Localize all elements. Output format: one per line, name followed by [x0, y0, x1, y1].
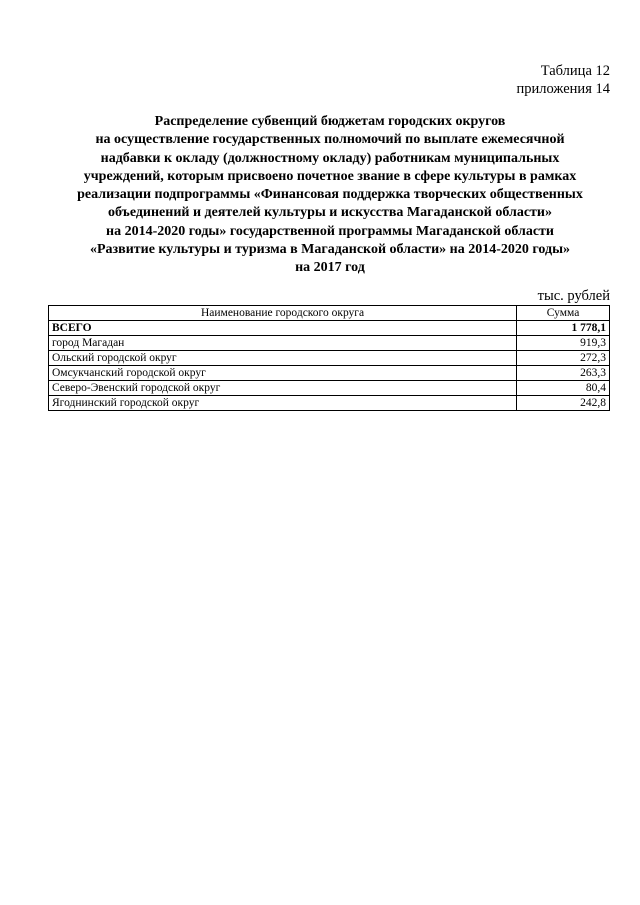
title-line: надбавки к окладу (должностному окладу) работникам муниципальных [100, 150, 560, 166]
district-name: Омсукчанский городской округ [49, 366, 517, 381]
district-name: Северо-Эвенский городской округ [49, 381, 517, 396]
appendix-label: приложения 14 [516, 81, 610, 97]
table-row-total [49, 321, 610, 336]
table-row [49, 396, 610, 411]
title-line: Распределение субвенций бюджетам городских округов [154, 114, 506, 129]
table-number-label: Таблица 12 [540, 63, 610, 79]
table-row [49, 336, 610, 351]
total-sum: 1 778,1 [517, 321, 610, 336]
title-line: объединений и деятелей культуры и искусства Магаданской области» [108, 205, 552, 221]
table-reference [517, 62, 610, 98]
table-row [49, 381, 610, 396]
distribution-table [48, 305, 610, 411]
table-row [49, 366, 610, 381]
title-line: на 2017 год [295, 260, 365, 276]
title-line: «Развитие культуры и туризма в Магаданской области» на 2014-2020 годы» [89, 242, 571, 258]
district-name: Ольский городской округ [49, 351, 517, 366]
district-sum: 242,8 [517, 396, 610, 411]
table-row [49, 351, 610, 366]
document-title [40, 113, 620, 278]
column-header-sum: Сумма [517, 306, 610, 321]
title-line: реализации подпрограммы «Финансовая поддержка творческих общественных [77, 187, 583, 203]
district-sum: 919,3 [517, 336, 610, 351]
district-sum: 272,3 [517, 351, 610, 366]
district-name: город Магадан [49, 336, 517, 351]
title-line: на 2014-2020 годы» государственной программы Магаданской области [106, 223, 554, 239]
units-label: тыс. рублей [537, 288, 610, 304]
district-sum: 263,3 [517, 366, 610, 381]
total-label: ВСЕГО [49, 321, 517, 336]
column-header-name: Наименование городского округа [49, 306, 517, 321]
district-name: Ягоднинский городской округ [49, 396, 517, 411]
title-line: на осуществление государственных полномочий по выплате ежемесячной [95, 132, 565, 148]
district-sum: 80,4 [517, 381, 610, 396]
table-header-row [49, 306, 610, 321]
title-line: учреждений, которым присвоено почетное звание в сфере культуры в рамках [83, 168, 577, 184]
